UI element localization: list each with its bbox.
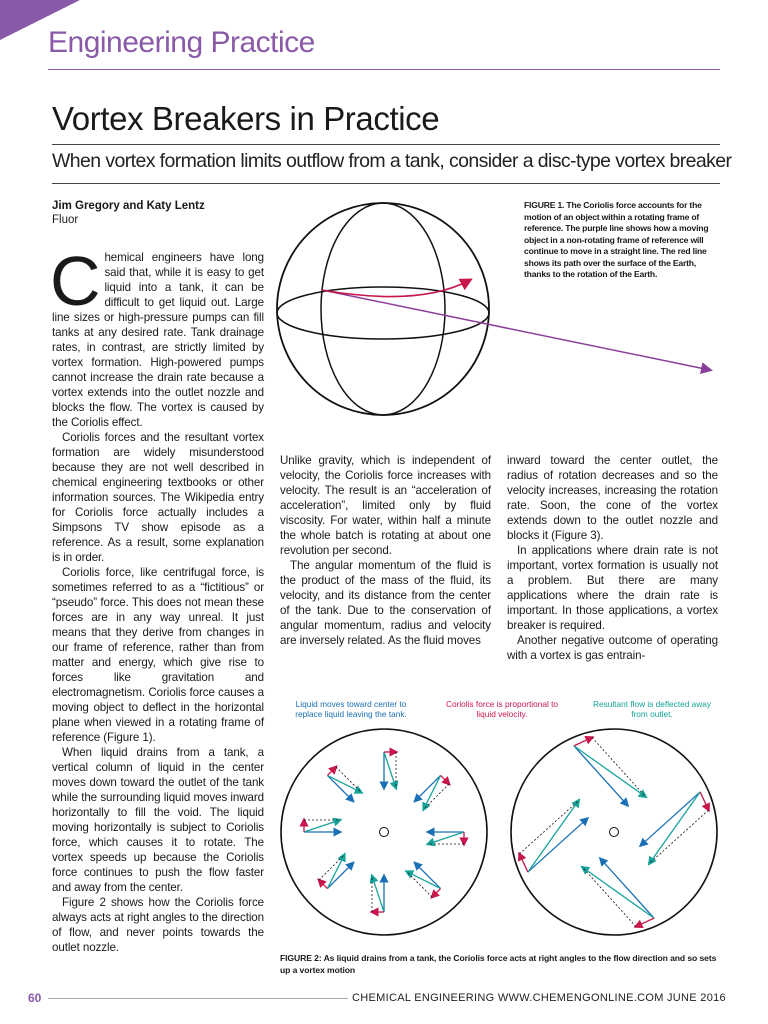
paragraph-1: hemical engineers have long said that, while it is easy to get liquid into a tank, it can be difficult to get liquid out. Large line sizes or high-pressure pumps can fill tanks at any desired rate. Tank drainage rates, in contrast, are strictly limited by vortex formation. High-powered pumps cannot increase the drain rate because a vortex extends into the outlet nozzle and blocks the flow. The vortex is caused by the Coriolis effect.: [52, 251, 264, 429]
drop-cap: C: [50, 242, 101, 320]
flow-arrow: [574, 746, 628, 805]
resultant-arrow: [649, 792, 700, 864]
paragraph-8: inward toward the center outlet, the radius of rotation decreases and so the velocity increases, increasing the rotation rate. Soon, the cone of the vortex extends down to the outlet nozzle and blocks it (Figure 3).: [507, 454, 718, 542]
resultant-arrow: [574, 746, 646, 797]
guide-line: [592, 737, 646, 796]
text-column-3: [507, 453, 718, 663]
resultant-arrow: [327, 775, 361, 792]
resultant-arrow: [384, 752, 396, 788]
footer-publication: CHEMICAL ENGINEERING WWW.CHEMENGONLINE.COM JUNE 2016: [352, 992, 726, 1004]
flow-arrow: [641, 792, 700, 846]
page-number: 60: [28, 991, 42, 1005]
text-column-2: [280, 453, 491, 648]
paragraph-10: Another negative outcome of operating with a vortex is gas entrain-: [507, 634, 718, 662]
coriolis-arrow: [432, 889, 440, 897]
section-title: Engineering Practice: [48, 26, 315, 59]
coriolis-arrow: [441, 775, 449, 783]
outlet-right: [610, 828, 619, 837]
section-rule: [48, 69, 720, 70]
guide-line: [519, 800, 578, 854]
affiliation: Fluor: [52, 214, 79, 226]
coriolis-arrow: [574, 737, 592, 745]
paragraph-4: When liquid drains from a tank, a vertical column of liquid in the center moves down toward the outlet of the tank while the surrounding liquid moves inward horizontally to fill the void. The liquid moving horizontally is subject to Coriolis force, which causes it to rotate. The vortex speeds up because the Coriolis force continues to push the flow faster and away from the center.: [52, 746, 264, 894]
figure2-label-red: Coriolis force is proportional to liquid velocity.: [445, 699, 559, 719]
outlet-left: [380, 828, 389, 837]
subtitle-rule: [52, 183, 720, 184]
resultant-arrow: [528, 800, 579, 872]
coriolis-arrow: [519, 854, 527, 872]
tank-right: [511, 729, 717, 935]
text-column-1: [50, 242, 264, 955]
article-title: Vortex Breakers in Practice: [52, 100, 440, 137]
resultant-arrow: [428, 832, 464, 844]
resultant-arrow: [407, 872, 441, 889]
resultant-arrow: [327, 855, 344, 889]
guide-line: [582, 867, 636, 926]
figure2-diagram: [275, 726, 725, 946]
footer-rule: [48, 998, 348, 999]
paragraph-3: Coriolis force, like centrifugal force, is sometimes referred to as a “fictitious” or “pseudo” force. This does not mean these forces are in any way unreal. It just means that they derive from changes in our frame of reference, rather than from matter and energy, which give rise to forces like gravitation and electromagnetism. Coriolis force causes a moving object to deflect in the horizontal plane when viewed in a rotating frame of reference (Figure 1).: [52, 566, 264, 744]
sphere-outline: [277, 203, 489, 415]
paragraph-6: Unlike gravity, which is independent of velocity, the Coriolis force increases with velocity. The result is an “acceleration of acceleration”, limited only by fluid viscosity. For water, within half a minute the whole batch is rotating at about one revolution per second.: [280, 454, 491, 557]
coriolis-arrow: [327, 767, 335, 775]
flow-arrow: [327, 775, 352, 800]
sphere-equator: [277, 287, 489, 339]
flow-arrow: [601, 859, 655, 918]
paragraph-2: Coriolis forces and the resultant vortex formation are widely misunderstood because they are not well described in chemical engineering textbooks or other information sources. The Wikipedia entry for Coriolis force actually includes a Simpsons TV show episode as a reference. As a result, some explanation is in order.: [52, 431, 264, 564]
coriolis-arrow: [319, 880, 327, 888]
resultant-arrow: [582, 867, 654, 918]
paragraph-7: The angular momentum of the fluid is the product of the mass of the fluid, its velocity, and its distance from the center of the tank. Due to the conservation of angular momentum, radius and velocity are inversely related. As the fluid moves: [280, 559, 491, 647]
flow-arrow: [327, 863, 352, 888]
resultant-arrow: [304, 820, 340, 832]
title-rule: [52, 144, 720, 145]
flow-arrow: [415, 775, 440, 800]
coriolis-arrow: [636, 918, 654, 926]
tank-left: [281, 729, 487, 935]
article-subtitle: When vortex formation limits outflow from a tank, consider a disc-type vortex breaker: [52, 150, 732, 172]
resultant-arrow: [372, 876, 384, 912]
coriolis-arrow: [700, 792, 708, 810]
flow-arrow: [415, 863, 440, 888]
figure2-label-blue: Liquid moves toward center to replace liquid leaving the tank.: [295, 699, 407, 719]
flow-arrow: [528, 819, 587, 873]
authors: Jim Gregory and Katy Lentz: [52, 200, 205, 212]
figure1-caption: FIGURE 1. The Coriolis force accounts for the motion of an object within a rotating frame of reference. The purple line shows how a moving object in a non-rotating frame of reference will continue to move in a straight line. The red line shows its path over the surface of the Earth, thanks to the rotation of the Earth.: [524, 200, 709, 279]
figure2-caption: FIGURE 2: As liquid drains from a tank, the Coriolis force acts at right angles to the flow direction and so sets up a vortex motion: [280, 953, 717, 975]
resultant-arrow: [424, 775, 441, 809]
purple-path: [322, 290, 710, 370]
sphere-meridian: [321, 203, 445, 415]
guide-line: [649, 810, 708, 864]
paragraph-5: Figure 2 shows how the Coriolis force always acts at right angles to the direction of flow, and never points towards the outlet nozzle.: [52, 896, 264, 954]
figure2-label-teal: Resultant flow is deflected away from outlet.: [592, 699, 712, 719]
paragraph-9: In applications where drain rate is not important, vortex formation is usually not a problem. But there are many applications where the drain rate is important. In those applications, a vortex breaker is required.: [507, 544, 718, 632]
